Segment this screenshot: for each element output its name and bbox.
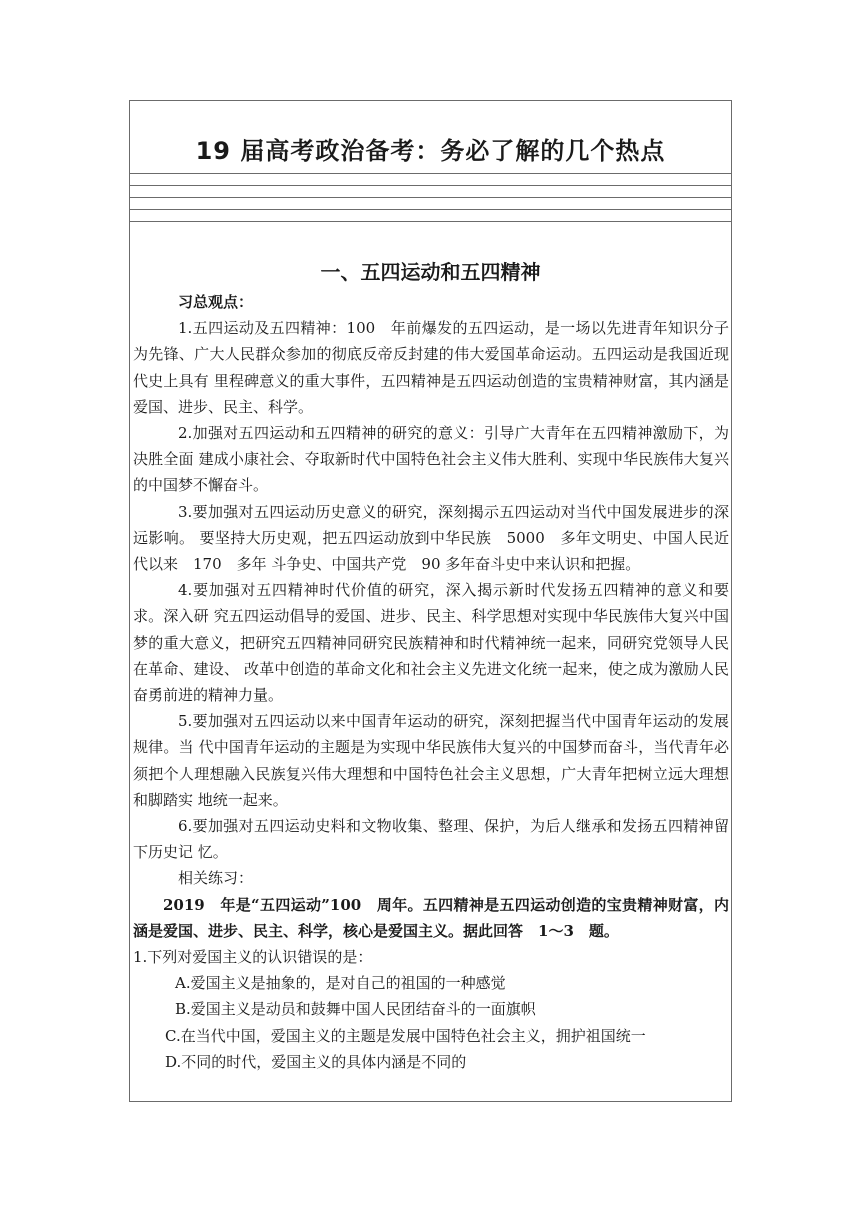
point-6: 6.要加强对五四运动史料和文物收集、整理、保护，为后人继承和发扬五四精神留下历史记 忆。: [133, 817, 729, 862]
option-d: D.不同的时代，爱国主义的具体内涵是不同的: [165, 1052, 467, 1071]
point-2: 2.加强对五四运动和五四精神的研究的意义：引导广大青年在五四精神激励下，为决胜全面 建成小康社会、夺取新时代中国特色社会主义伟大胜利、实现中华民族伟大复兴的中国梦不懈奋斗。: [133, 424, 729, 495]
point-4: 4.要加强对五四精神时代价值的研究，深入揭示新时代发扬五四精神的意义和要求。深入研 究五四运动倡导的爱国、进步、民主、科学思想对实现中华民族伟大复兴中国梦的重大意义，把研究五四精神同研究民族精神和时代精神统一起来，同研究党领导人民在革命、建设、 改革中创造的革命文化和社会主义先进文化统一起来，使之成为激励人民奋勇前进的精神力量。: [133, 581, 729, 705]
option-a: A.爱国主义是抽象的，是对自己的祖国的一种感觉: [175, 974, 506, 993]
subhead: 习总观点：: [178, 293, 254, 311]
question-1: 1.下列对爱国主义的认识错误的是：: [133, 948, 373, 967]
document-title: 19 届高考政治备考：务必了解的几个热点: [195, 137, 666, 165]
document-frame: [129, 100, 732, 1102]
divider: [130, 197, 731, 198]
point-1: 1.五四运动及五四精神：100 年前爆发的五四运动，是一场以先进青年知识分子为先锋、广大人民群众参加的彻底反帝反封建的伟大爱国革命运动。五四运动是我国近现代史上具有 里程碑意义的重大事件，五四精神是五四运动创造的宝贵精神财富，其内涵是爱国、进步、民主、科学。: [133, 319, 729, 416]
practice-label: 相关练习：: [178, 869, 254, 888]
point-5: 5.要加强对五四运动以来中国青年运动的研究，深刻把握当代中国青年运动的发展规律。当 代中国青年运动的主题是为实现中华民族伟大复兴的中国梦而奋斗，当代青年必须把个人理想融入民族复兴伟大理想和中国特色社会主义思想，广大青年把树立远大理想和脚踏实 地统一起来。: [133, 712, 729, 809]
option-c: C.在当代中国，爱国主义的主题是发展中国特色社会主义，拥护祖国统一: [165, 1026, 646, 1045]
divider: [130, 173, 731, 174]
section-title: 一、五四运动和五四精神: [320, 260, 541, 284]
document-body: [133, 289, 729, 1075]
divider: [130, 221, 731, 222]
practice-intro: 2019 年是“五四运动”100 周年。五四精神是五四运动创造的宝贵精神财富，内涵是爱国、进步、民主、科学，核心是爱国主义。据此回答 1～3 题。: [133, 895, 729, 940]
point-3: 3.要加强对五四运动历史意义的研究，深刻揭示五四运动对当代中国发展进步的深远影响。 要坚持大历史观，把五四运动放到中华民族 5000 多年文明史、中国人民近代以来 170 多年 斗争史、中国共产党 90 多年奋斗史中来认识和把握。: [133, 502, 729, 574]
option-b: B.爱国主义是动员和鼓舞中国人民团结奋斗的一面旗帜: [175, 1000, 536, 1019]
divider: [130, 185, 731, 186]
divider: [130, 209, 731, 210]
